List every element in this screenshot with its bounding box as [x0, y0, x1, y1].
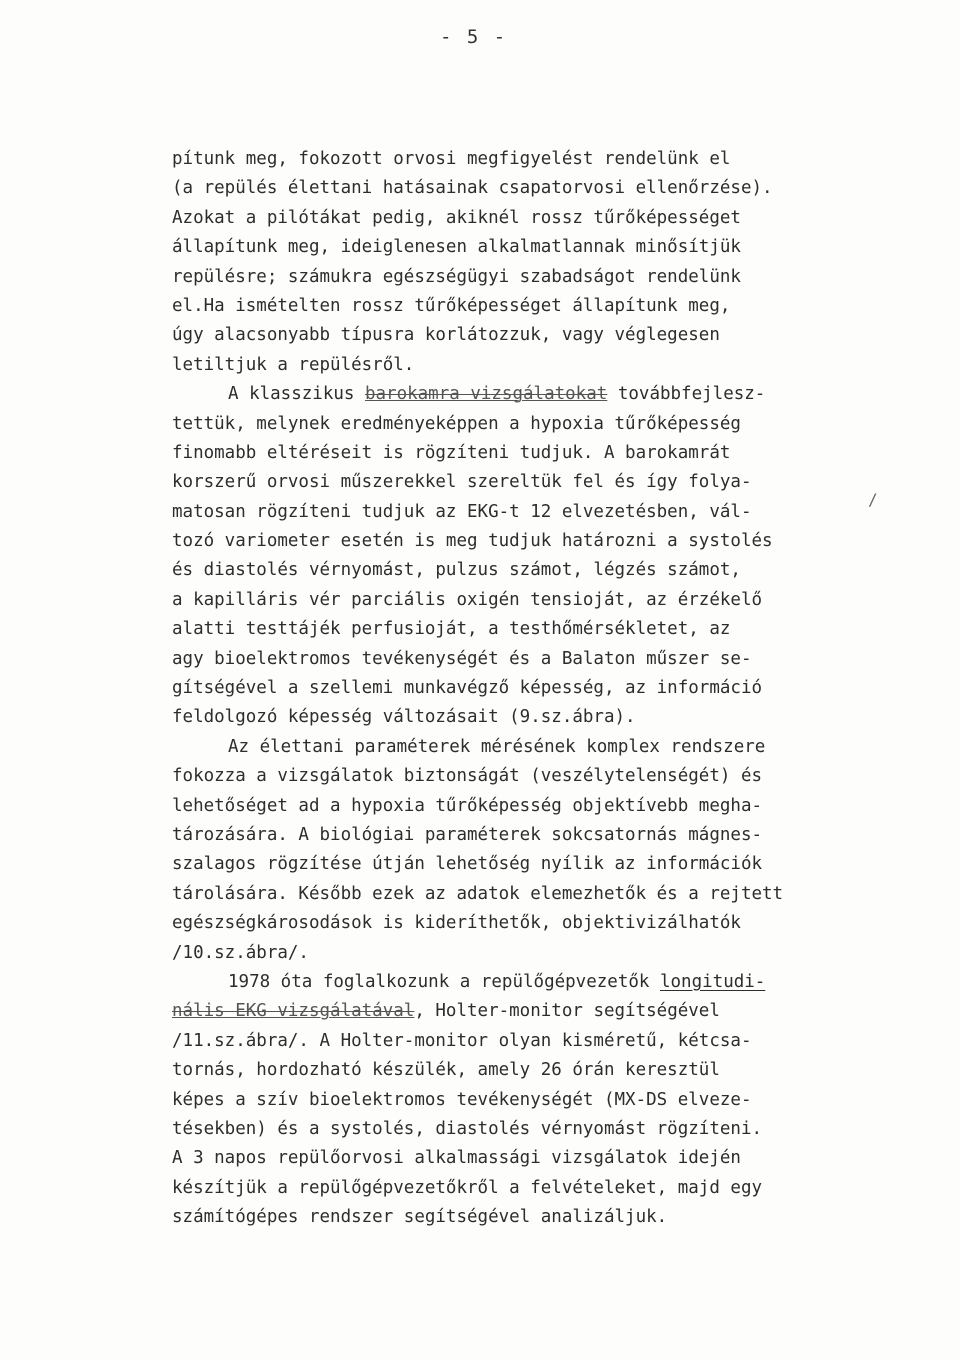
text-line: A 3 napos repülőorvosi alkalmassági vizsgálatok idején [172, 1148, 741, 1169]
text-line: Azokat a pilótákat pedig, akiknél rossz tűrőképességet [172, 207, 741, 228]
text-line: fokozza a vizsgálatok biztonságát (veszélytelenségét) és [172, 766, 763, 787]
text-line: tornás, hordozható készülék, amely 26 órán keresztül [172, 1060, 720, 1081]
text-span: , Holter-monitor segítségével [414, 1001, 720, 1022]
text-line: állapítunk meg, ideiglenesen alkalmatlannak minősítjük [172, 237, 741, 258]
paragraph-first-line [172, 380, 872, 409]
paragraph-first-line: Az élettani paraméterek mérésének komplex rendszere [228, 736, 766, 757]
text-span: továbbfejlesz- [607, 384, 766, 405]
text-line: /11.sz.ábra/. A Holter-monitor olyan kisméretű, kétcsa- [172, 1030, 752, 1051]
text-line: képes a szív bioelektromos tevékenységét (MX-DS elveze- [172, 1089, 752, 1110]
text-line [172, 997, 872, 1026]
text-line: egészségkárosodások is kideríthetők, objektivizálhatók [172, 913, 741, 934]
text-line: letiltjuk a repülésről. [172, 354, 415, 375]
text-line: repülésre; számukra egészségügyi szabadságot rendelünk [172, 266, 741, 287]
text-span: 1978 óta foglalkozunk a repülőgépvezetők [228, 971, 660, 992]
struck-text: barokamra vizsgálatokat [364, 384, 608, 405]
text-line: szalagos rögzítése útján lehetőség nyílik az információk [172, 854, 763, 875]
text-line: finomabb eltéréseit is rögzíteni tudjuk. A barokamrát [172, 442, 731, 463]
text-line: pítunk meg, fokozott orvosi megfigyelést rendelünk el [172, 149, 731, 169]
text-line: számítógépes rendszer segítségével analizáljuk. [172, 1207, 668, 1228]
text-span: A klasszikus [228, 384, 365, 405]
struck-text: nális EKG vizsgálatával [172, 1001, 415, 1022]
text-line: el.Ha ismételten rossz tűrőképességet állapítunk meg, [172, 295, 731, 316]
text-line: úgy alacsonyabb típusra korlátozzuk, vagy véglegesen [172, 325, 720, 346]
paragraph-first-line [172, 968, 872, 997]
text-line: agy bioelektromos tevékenységét és a Balaton műszer se- [172, 648, 752, 669]
text-line: alatti testtájék perfusioját, a testhőmérsékletet, az [172, 619, 731, 640]
text-line: matosan rögzíteni tudjuk az EKG-t 12 elvezetésben, vál- [172, 501, 752, 522]
page-number: - 5 - [440, 26, 508, 48]
text-line: és diastolés vérnyomást, pulzus számot, légzés számot, [172, 560, 741, 581]
text-line: tettük, melynek eredményeképpen a hypoxia tűrőképesség [172, 413, 741, 434]
text-line: tározására. A biológiai paraméterek sokcsatornás mágnes- [172, 824, 763, 845]
text-line: készítjük a repülőgépvezetőkről a felvételeket, majd egy [172, 1177, 763, 1198]
body-text [172, 145, 872, 1232]
text-line: tárolására. Később ezek az adatok elemezhetők és a rejtett [172, 883, 784, 904]
text-line: (a repülés élettani hatásainak csapatorvosi ellenőrzése). [172, 178, 773, 199]
text-line: gítségével a szellemi munkavégző képesség, az információ [172, 678, 763, 699]
text-line: korszerű orvosi műszerekkel szereltük fel és így folya- [172, 472, 752, 493]
text-line: tozó variometer esetén is meg tudjuk határozni a systolés [172, 531, 773, 552]
underlined-text: longitudi- [659, 971, 766, 992]
text-line: lehetőséget ad a hypoxia tűrőképesség objektívebb megha- [172, 795, 763, 816]
text-line: tésekben) és a systolés, diastolés vérnyomást rögzíteni. [172, 1118, 763, 1139]
margin-mark: / [868, 490, 878, 509]
text-line: feldolgozó képesség változásait (9.sz.ábra). [172, 707, 636, 728]
text-line: a kapilláris vér parciális oxigén tensioját, az érzékelő [172, 589, 763, 610]
text-line: /10.sz.ábra/. [172, 942, 309, 963]
